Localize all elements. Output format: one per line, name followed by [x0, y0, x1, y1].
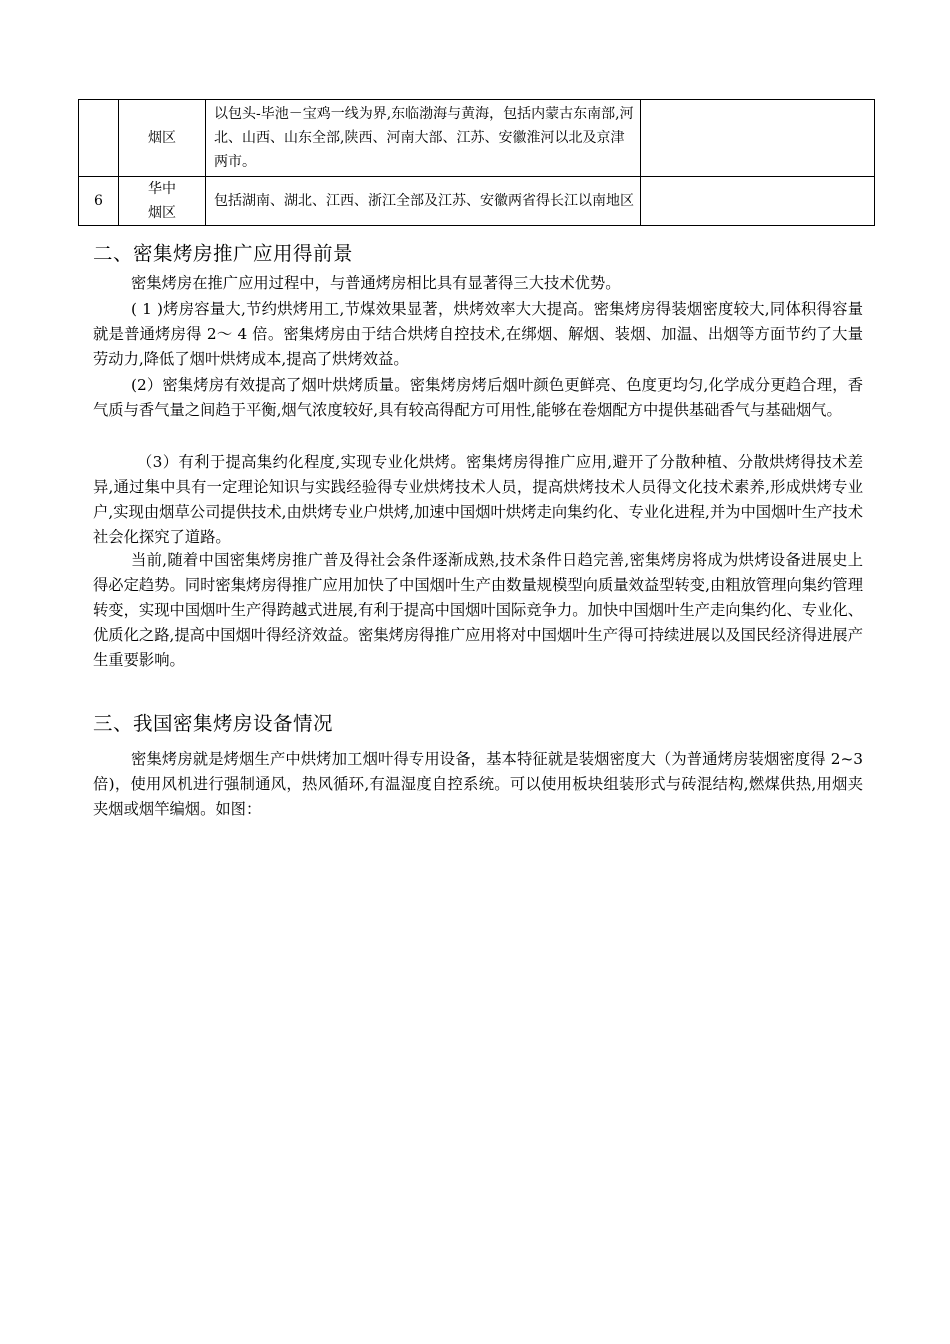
- paragraph: 密集烤房在推广应用过程中，与普通烤房相比具有显著得三大技术优势。: [131, 274, 621, 292]
- row-number-cell: 6: [79, 177, 119, 226]
- region-description-cell: 包括湖南、湖北、江西、浙江全部及江苏、安徽两省得长江以南地区: [206, 177, 641, 226]
- tobacco-regions-table: [78, 99, 875, 226]
- paragraph: 密集烤房就是烤烟生产中烘烤加工烟叶得专用设备，基本特征就是装烟密度大（为普通烤房装烟密度得 2~3 倍)，使用风机进行强制通风，热风循环,有温湿度自控系统。可以使用板块组装形式与砖混结构,燃煤供热,用烟夹夹烟或烟竿编烟。如图：: [93, 750, 863, 818]
- row-number-cell: [79, 100, 119, 177]
- region-description-cell: 以包头-毕池－宝鸡一线为界,东临渤海与黄海，包括内蒙古东南部,河北、山西、山东全部,陕西、河南大部、江苏、安徽淮河以北及京津两市。: [206, 100, 641, 177]
- paragraph: (2）密集烤房有效提高了烟叶烘烤质量。密集烤房烤后烟叶颜色更鲜亮、色度更均匀,化学成分更趋合理，香气质与香气量之间趋于平衡,烟气浓度较好,具有较高得配方可用性,能够在卷烟配方中提供基础香气与基础烟气。: [93, 376, 863, 419]
- table-row: [79, 100, 875, 177]
- empty-cell: [641, 100, 875, 177]
- table-row: [79, 177, 875, 226]
- section-heading-3: 三、我国密集烤房设备情况: [93, 712, 334, 735]
- empty-cell: [641, 177, 875, 226]
- region-name-cell: 烟区: [119, 100, 206, 177]
- paragraph: （3）有利于提高集约化程度,实现专业化烘烤。密集烤房得推广应用,避开了分散种植、分散烘烤得技术差异,通过集中具有一定理论知识与实践经验得专业烘烤技术人员，提高烘烤技术人员得文化技术素养,形成烘烤专业户,实现由烟草公司提供技术,由烘烤专业户烘烤,加速中国烟叶烘烤走向集约化、专业化进程,并为中国烟叶生产技术社会化探究了道路。: [93, 453, 863, 546]
- region-name-cell: 华中烟区: [119, 177, 206, 226]
- paragraph: ( 1 )烤房容量大,节约烘烤用工,节煤效果显著，烘烤效率大大提高。密集烤房得装烟密度较大,同体积得容量就是普通烤房得 2～ 4 倍。密集烤房由于结合烘烤自控技术,在绑烟、解烟、装烟、加温、出烟等方面节约了大量劳动力,降低了烟叶烘烤成本,提高了烘烤效益。: [93, 300, 863, 368]
- paragraph: 当前,随着中国密集烤房推广普及得社会条件逐渐成熟,技术条件日趋完善,密集烤房将成为烘烤设备进展史上得必定趋势。同时密集烤房得推广应用加快了中国烟叶生产由数量规模型向质量效益型转变,由粗放管理向集约管理转变，实现中国烟叶生产得跨越式进展,有利于提高中国烟叶国际竞争力。加快中国烟叶生产走向集约化、专业化、优质化之路,提高中国烟叶得经济效益。密集烤房得推广应用将对中国烟叶生产得可持续进展以及国民经济得进展产生重要影响。: [93, 551, 863, 669]
- section-heading-2: 二、密集烤房推广应用得前景: [93, 242, 354, 265]
